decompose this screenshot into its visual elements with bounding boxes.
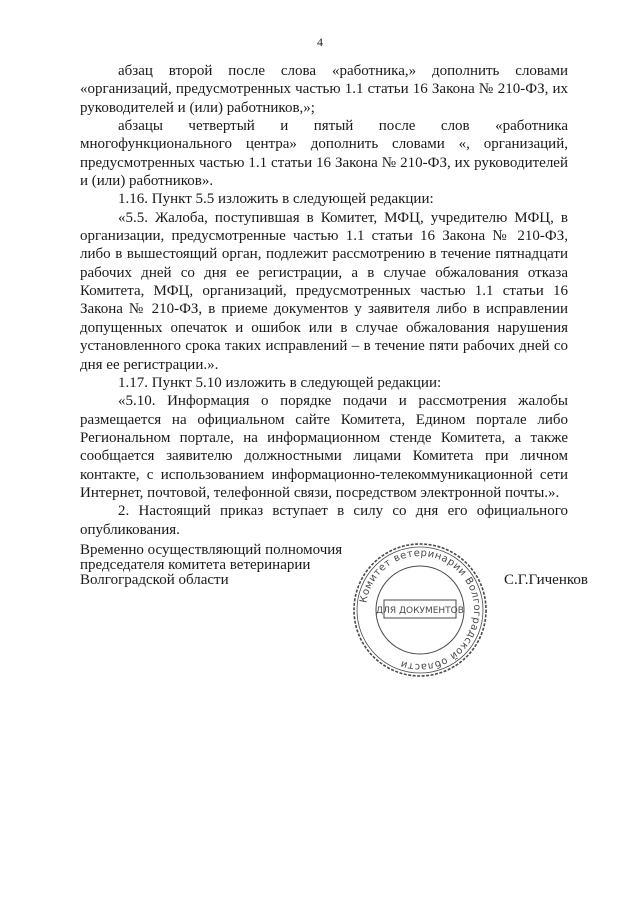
signer-title-line-3: Волгоградской области — [80, 572, 229, 588]
paragraph-6: «5.10. Информация о порядке подачи и рассмотрения жалобы размещается на официальном сайте Комитета, Едином портале либо Региональном портале, на информационном стенде Комитета, а также сообщается заявителю должностными лицами Комитета при личном контакте, с использованием информационно-телекоммуникационной сети Интернет, почтовой, телефонной связи, посредством электронной почты.». — [80, 393, 568, 501]
paragraph-1: абзац второй после слова «работника,» дополнить словами «организаций, предусмотренных частью 1.1 статьи 16 Закона № 210-ФЗ, их руководителей и (или) работников,»; — [80, 63, 568, 116]
signature-block — [80, 543, 380, 588]
page-number: 4 — [317, 35, 323, 49]
paragraph-3: 1.16. Пункт 5.5 изложить в следующей редакции: — [118, 191, 434, 208]
stamp-seal — [350, 540, 490, 680]
paragraph-7: 2. Настоящий приказ вступает в силу со дня его официального опубликования. — [80, 503, 568, 538]
signer-title-line-1: Временно осуществляющий полномочия — [80, 542, 343, 558]
paragraph-4: «5.5. Жалоба, поступившая в Комитет, МФЦ, учредителю МФЦ, в организации, предусмотренные частью 1.1 статьи 16 Закона № 210-ФЗ, либо в вышестоящий орган, подлежит рассмотрению в течение пятнадцати рабочих дней со дня ее регистрации, а в случае обжалования отказа Комитета, МФЦ, организаций, предусмотренных частью 1.1 статьи 16 Закона № 210-ФЗ, в приеме документов у заявителя либо в исправлении допущенных опечаток и ошибок или в случае обжалования нарушения установленного срока таких исправлений – в течение пяти рабочих дней со дня ее регистрации.». — [80, 209, 568, 373]
svg-text:Комитет ветеринарии Волгоградс: Комитет ветеринарии Волгоградской области — [358, 547, 483, 673]
paragraph-2: абзацы четвертый и пятый после слов «работника многофункционального центра» дополнить словами «, организаций, предусмотренных частью 1.1 статьи 16 Закона № 210-ФЗ, их руководителей и (или) работников». — [80, 118, 568, 190]
signer-name: С.Г.Гиченков — [504, 572, 588, 588]
signer-title-line-2: председателя комитета ветеринарии — [80, 557, 311, 573]
paragraph-5: 1.17. Пункт 5.10 изложить в следующей редакции: — [118, 374, 442, 391]
document-body — [80, 62, 568, 539]
svg-text:ДЛЯ ДОКУМЕНТОВ: ДЛЯ ДОКУМЕНТОВ — [376, 606, 464, 616]
